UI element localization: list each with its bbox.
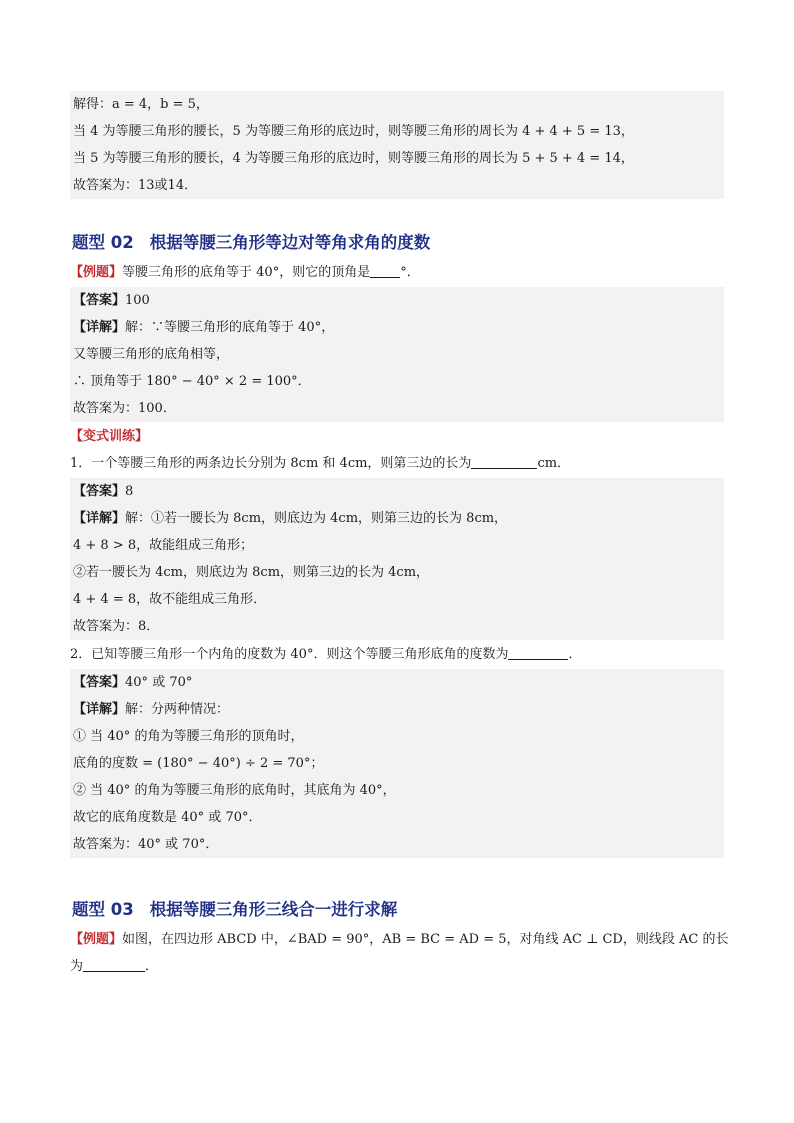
detail-text: 又等腰三角形的底角相等， xyxy=(73,347,230,362)
question-2 xyxy=(70,641,581,668)
detail-text: 4 + 4 = 8，故不能组成三角形． xyxy=(73,592,267,607)
section-number: 题型 03 xyxy=(72,900,134,919)
solution-block-top xyxy=(70,91,724,199)
example-question xyxy=(70,259,420,286)
answer-blank xyxy=(471,454,537,469)
answer-text: 100 xyxy=(125,293,150,308)
question-text: 1．一个等腰三角形的两条边长分别为 8cm 和 4cm，则第三边的长为 xyxy=(70,456,472,471)
example-tag: 【例题】 xyxy=(70,265,123,280)
solution-line: 解得：a = 4，b = 5， xyxy=(73,97,209,112)
detail-line xyxy=(70,696,724,723)
detail-text: ②若一腰长为 4cm，则底边为 8cm，则第三边的长为 4cm， xyxy=(73,565,430,580)
variant-training-tag xyxy=(70,423,148,450)
detail-line xyxy=(70,777,724,804)
question-text: 2．已知等腰三角形一个内角的度数为 40°．则这个等腰三角形底角的度数为 xyxy=(70,647,509,662)
example-tag: 【例题】 xyxy=(70,932,123,947)
detail-text: 底角的度数 = (180° − 40°) ÷ 2 = 70°； xyxy=(73,756,324,771)
detail-text: 故答案为：8． xyxy=(73,619,160,634)
answer-blank xyxy=(83,957,145,972)
answer-line xyxy=(70,287,724,314)
detail-line xyxy=(70,559,724,586)
answer-tag: 【答案】 xyxy=(73,484,126,499)
example-text: 等腰三角形的底角等于 40°，则它的顶角是 xyxy=(122,265,371,280)
example-question xyxy=(70,926,728,953)
detail-line xyxy=(70,314,724,341)
detail-line xyxy=(70,723,724,750)
detail-text: 解：①若一腰长为 8cm，则底边为 4cm，则第三边的长为 8cm， xyxy=(125,511,508,526)
section-title: 根据等腰三角形等边对等角求角的度数 xyxy=(149,233,431,252)
detail-line xyxy=(70,750,724,777)
detail-text: 故它的底角度数是 40° 或 70°． xyxy=(73,810,262,825)
detail-line xyxy=(70,341,724,368)
example-tail: ． xyxy=(145,959,159,974)
answer-line xyxy=(70,478,724,505)
variant-tag-text: 【变式训练】 xyxy=(70,429,149,444)
detail-tag: 【详解】 xyxy=(73,320,126,335)
answer-tag: 【答案】 xyxy=(73,293,126,308)
answer-text: 8 xyxy=(125,484,134,499)
example-tail: °． xyxy=(400,265,420,280)
detail-line xyxy=(70,613,724,640)
detail-line xyxy=(70,804,724,831)
detail-text: 故答案为：40° 或 70°． xyxy=(73,837,219,852)
answer-blank xyxy=(370,263,400,278)
detail-text: 故答案为：100． xyxy=(73,401,176,416)
answer-line xyxy=(70,669,724,696)
detail-line xyxy=(70,505,724,532)
answer-tag: 【答案】 xyxy=(73,675,126,690)
detail-tag: 【详解】 xyxy=(73,702,126,717)
q1-answer-block xyxy=(70,478,724,640)
section-heading-03 xyxy=(72,896,397,920)
question-tail: ． xyxy=(568,647,582,662)
detail-text: ① 当 40° 的角为等腰三角形的顶角时， xyxy=(73,729,304,744)
solution-line: 当 4 为等腰三角形的腰长，5 为等腰三角形的底边时，则等腰三角形的周长为 4 + 4 + 5 = 13， xyxy=(73,124,634,139)
example-question-line2 xyxy=(70,953,158,980)
detail-text: 解：∵等腰三角形的底角等于 40°， xyxy=(125,320,335,335)
detail-line xyxy=(70,586,724,613)
detail-text: ∴ 顶角等于 180° − 40° × 2 = 100°． xyxy=(73,374,311,389)
question-tail: cm． xyxy=(537,456,571,471)
detail-tag: 【详解】 xyxy=(73,511,126,526)
detail-line xyxy=(70,368,724,395)
example-text: 如图，在四边形 ABCD 中，∠BAD = 90°，AB = BC = AD = 5，对角线 AC ⊥ CD，则线段 AC 的长 xyxy=(122,932,729,947)
section-number: 题型 02 xyxy=(72,233,134,252)
answer-block xyxy=(70,287,724,422)
answer-text: 40° 或 70° xyxy=(125,675,193,690)
q2-answer-block xyxy=(70,669,724,858)
detail-text: 解：分两种情况： xyxy=(125,702,230,717)
section-title: 根据等腰三角形三线合一进行求解 xyxy=(149,900,398,919)
detail-line xyxy=(70,395,724,422)
example-text: 为 xyxy=(70,959,84,974)
detail-text: 4 + 8 > 8，故能组成三角形； xyxy=(73,538,254,553)
answer-blank xyxy=(508,645,568,660)
detail-line xyxy=(70,831,724,858)
question-1 xyxy=(70,450,570,477)
solution-line: 当 5 为等腰三角形的腰长，4 为等腰三角形的底边时，则等腰三角形的周长为 5 + 5 + 4 = 14， xyxy=(73,151,634,166)
section-heading-02 xyxy=(72,229,430,253)
solution-line: 故答案为：13或14． xyxy=(73,178,198,193)
detail-text: ② 当 40° 的角为等腰三角形的底角时，其底角为 40°， xyxy=(73,783,396,798)
detail-line xyxy=(70,532,724,559)
